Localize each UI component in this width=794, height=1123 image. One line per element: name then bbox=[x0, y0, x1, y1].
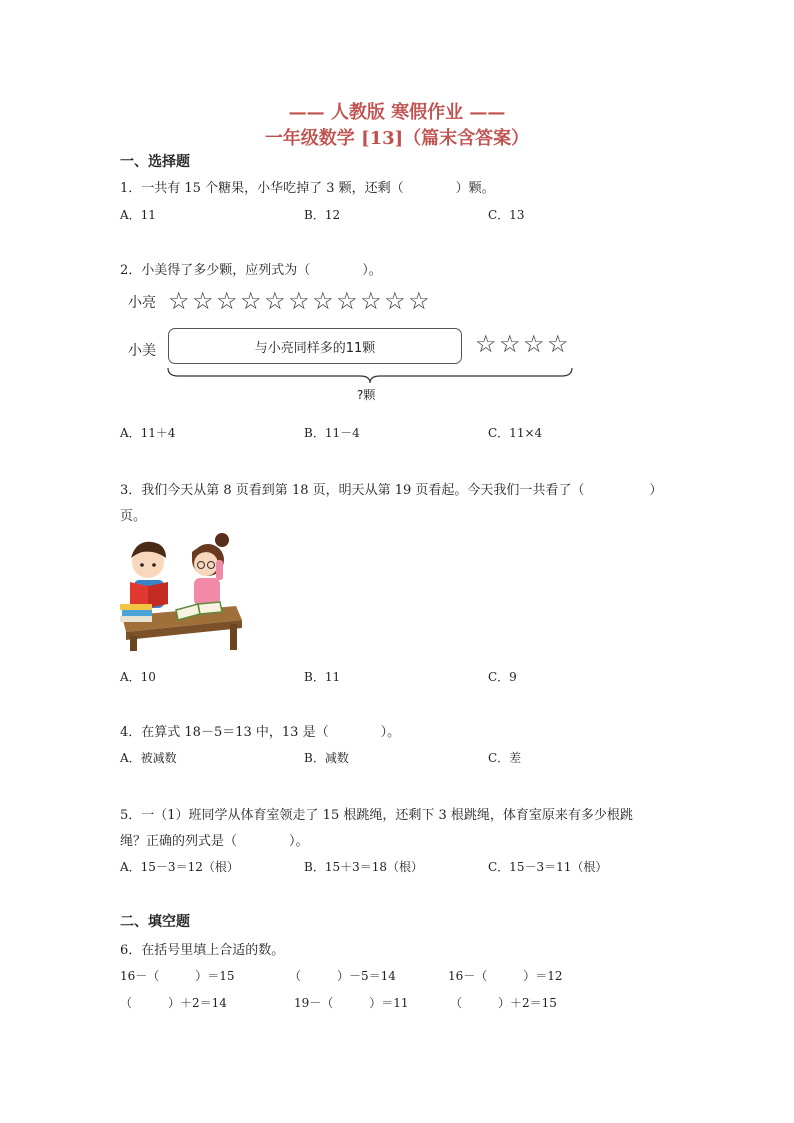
fill-item-1: 16－（ ）＝15 bbox=[120, 969, 235, 983]
question-4-text: 4．在算式 18－5＝13 中，13 是（ ）。 bbox=[120, 725, 401, 740]
question-5-option-b: B．15＋3＝18（根） bbox=[304, 860, 423, 874]
question-2-option-b: B．11－4 bbox=[304, 426, 360, 440]
question-2-option-a: A．11＋4 bbox=[120, 426, 176, 440]
fill-item-2: （ ）－5＝14 bbox=[289, 969, 396, 983]
question-4-option-c: C．差 bbox=[488, 751, 522, 765]
same-as-xiaoliang-box bbox=[168, 328, 462, 364]
same-as-box-text: 与小亮同样多的11颗 bbox=[254, 340, 376, 356]
star-icon: ☆ bbox=[384, 287, 406, 315]
page-title-line2: 一年级数学 [13]（篇末含答案） bbox=[264, 128, 530, 149]
question-3-text-line1: 3．我们今天从第 8 页看到第 18 页，明天从第 19 页看起。今天我们一共看了（ ） bbox=[120, 483, 663, 498]
total-brace bbox=[166, 366, 574, 384]
question-1-option-c: C．13 bbox=[488, 208, 525, 222]
section-fill-title: 二、填空题 bbox=[120, 914, 190, 930]
fill-item-3: 16－（ ）＝12 bbox=[448, 969, 563, 983]
star-icon: ☆ bbox=[499, 330, 521, 358]
page-title-line1: —— 人教版 寒假作业 —— bbox=[288, 102, 506, 123]
question-3-text-line2: 页。 bbox=[120, 509, 147, 524]
question-2-text: 2．小美得了多少颗，应列式为（ ）。 bbox=[120, 263, 382, 278]
question-4-option-a: A．被减数 bbox=[120, 751, 177, 765]
question-3-option-c: C．9 bbox=[488, 670, 517, 684]
star-icon: ☆ bbox=[523, 330, 545, 358]
star-icon: ☆ bbox=[240, 287, 262, 315]
star-icon: ☆ bbox=[168, 287, 190, 315]
star-row-xiaoliang bbox=[168, 289, 430, 313]
fill-item-4: （ ）＋2＝14 bbox=[120, 996, 227, 1010]
section-choice-title: 一、选择题 bbox=[120, 154, 190, 170]
brace-label: ?颗 bbox=[357, 388, 376, 402]
question-2-option-c: C．11×4 bbox=[488, 426, 543, 440]
fill-item-6: （ ）＋2＝15 bbox=[450, 996, 557, 1010]
row-label-xiaomei: 小美 bbox=[128, 343, 156, 359]
question-3-option-a: A．10 bbox=[120, 670, 156, 684]
star-icon: ☆ bbox=[192, 287, 214, 315]
row-label-xiaoliang: 小亮 bbox=[128, 295, 156, 311]
star-row-xiaomei bbox=[475, 332, 569, 356]
star-icon: ☆ bbox=[312, 287, 334, 315]
star-icon: ☆ bbox=[408, 287, 430, 315]
question-1-option-b: B．12 bbox=[304, 208, 341, 222]
question-1-option-a: A．11 bbox=[120, 208, 156, 222]
question-5-text-line1: 5．一（1）班同学从体育室领走了 15 根跳绳，还剩下 3 根跳绳，体育室原来有多少根跳 bbox=[120, 808, 633, 823]
question-4-option-b: B．减数 bbox=[304, 751, 349, 765]
kids-reading-illustration bbox=[118, 532, 246, 652]
star-icon: ☆ bbox=[360, 287, 382, 315]
star-icon: ☆ bbox=[288, 287, 310, 315]
star-icon: ☆ bbox=[264, 287, 286, 315]
star-icon: ☆ bbox=[216, 287, 238, 315]
fill-item-5: 19－（ ）＝11 bbox=[294, 996, 409, 1010]
question-5-option-c: C．15－3＝11（根） bbox=[488, 860, 608, 874]
question-3-option-b: B．11 bbox=[304, 670, 341, 684]
star-icon: ☆ bbox=[475, 330, 497, 358]
question-1-text: 1．一共有 15 个糖果，小华吃掉了 3 颗，还剩（ ）颗。 bbox=[120, 181, 495, 196]
question-5-text-line2: 绳？正确的列式是（ ）。 bbox=[120, 834, 309, 849]
question-5-option-a: A．15－3＝12（根） bbox=[120, 860, 239, 874]
question-6-text: 6．在括号里填上合适的数。 bbox=[120, 943, 285, 958]
star-icon: ☆ bbox=[547, 330, 569, 358]
star-icon: ☆ bbox=[336, 287, 358, 315]
